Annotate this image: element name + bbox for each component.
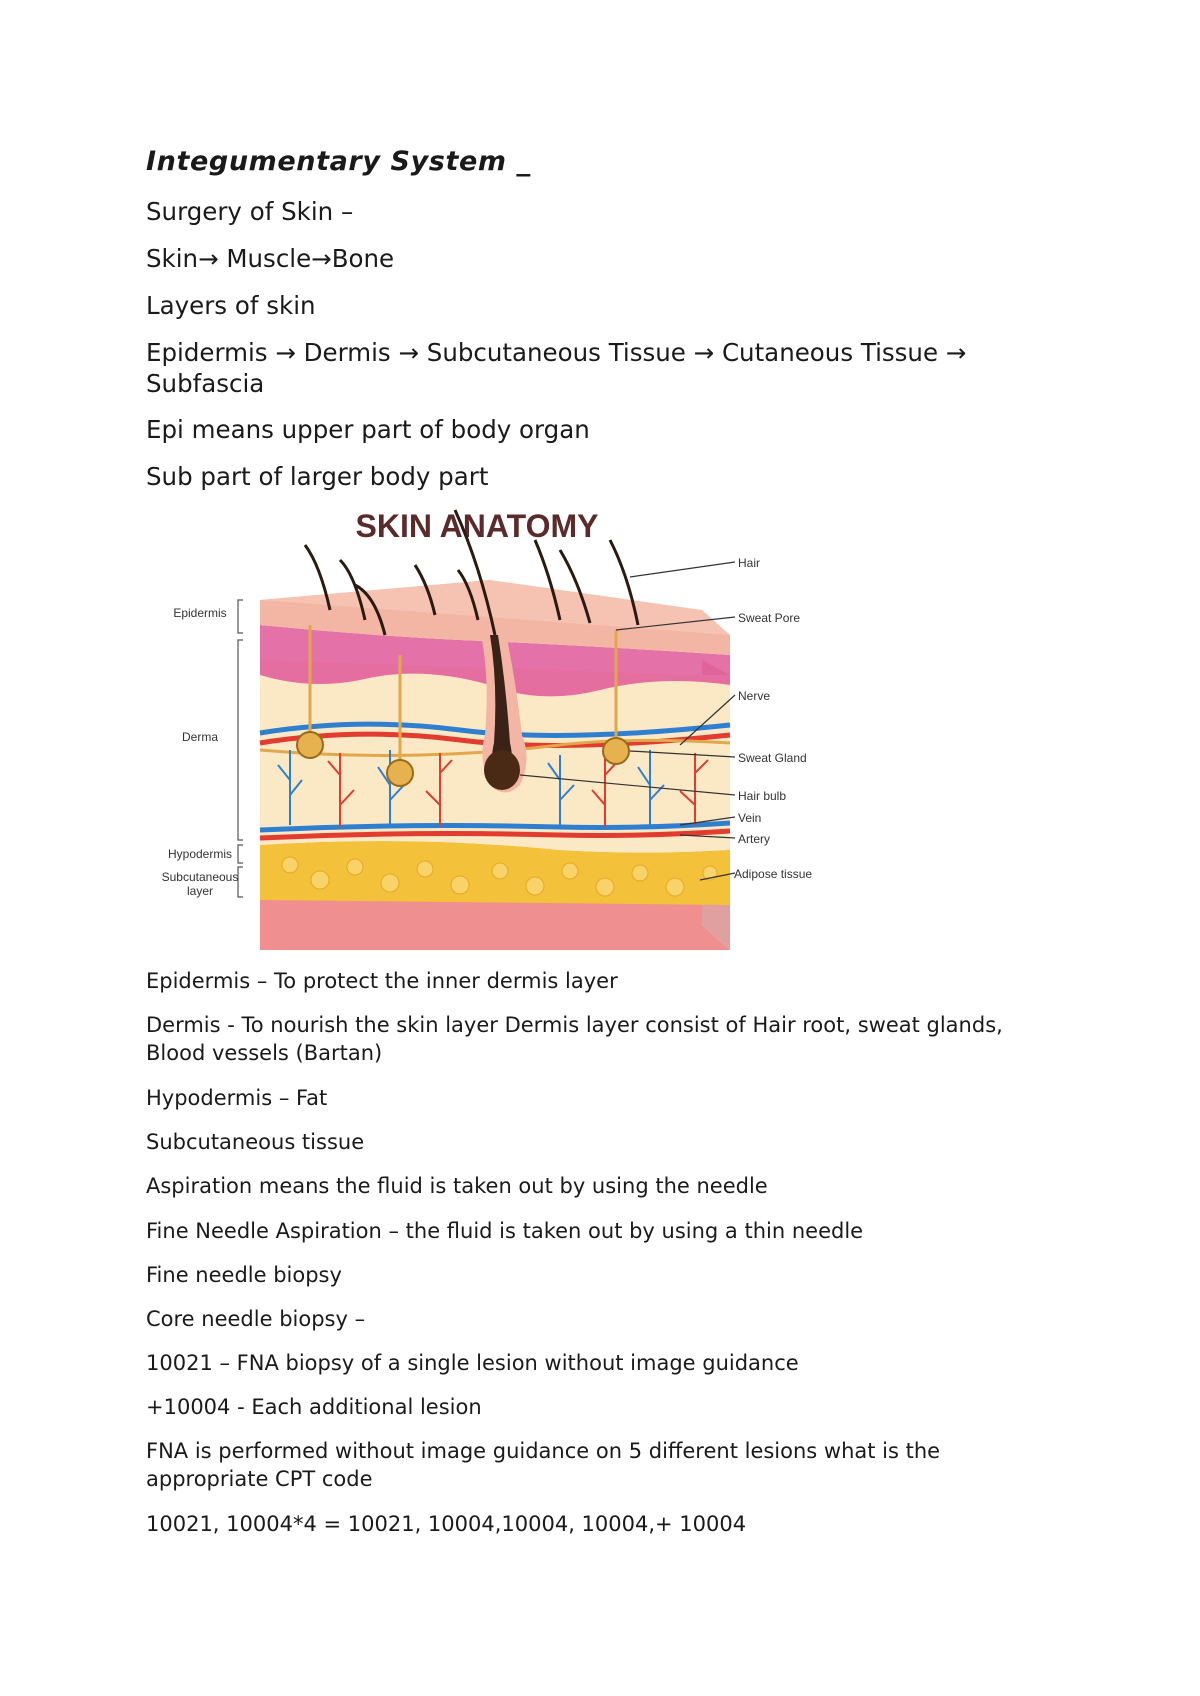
- page-title: Integumentary System _: [146, 146, 531, 177]
- label-sweat-pore: Sweat Pore: [738, 611, 801, 625]
- line-fna-def: Fine Needle Aspiration – the fluid is taken out by using a thin needle: [146, 1219, 864, 1243]
- line-aspiration-def: Aspiration means the fluid is taken out by using the needle: [146, 1174, 768, 1198]
- line-skin-muscle-bone: Skin→ Muscle→Bone: [146, 244, 395, 273]
- line-dermis-def: Dermis - To nourish the skin layer Dermis layer consist of Hair root, sweat glands, Blood vessels (Bartan): [146, 1013, 1003, 1065]
- skin-anatomy-diagram: [160, 505, 813, 960]
- label-artery: Artery: [738, 832, 771, 846]
- line-question: FNA is performed without image guidance on 5 different lesions what is the appropriate CPT code: [146, 1439, 941, 1491]
- line-surgery-of-skin: Surgery of Skin –: [146, 197, 354, 226]
- label-hypodermis: Hypodermis: [167, 847, 233, 861]
- label-hair-bulb: Hair bulb: [738, 789, 787, 803]
- label-hair: Hair: [738, 556, 761, 570]
- line-epi-meaning: Epi means upper part of body organ: [146, 415, 590, 444]
- label-vein: Vein: [738, 811, 762, 825]
- line-code-10021: 10021 – FNA biopsy of a single lesion without image guidance: [146, 1351, 799, 1375]
- figure-heading: SKIN ANATOMY: [355, 508, 599, 544]
- line-sub-meaning: Sub part of larger body part: [146, 462, 489, 491]
- line-epidermis-def: Epidermis – To protect the inner dermis layer: [146, 969, 618, 993]
- skin-anatomy-figure: [160, 505, 813, 960]
- label-sweat-gland: Sweat Gland: [738, 751, 807, 765]
- line-hypodermis-def: Hypodermis – Fat: [146, 1086, 328, 1110]
- line-code-10004: +10004 - Each additional lesion: [146, 1395, 482, 1419]
- label-subcutaneous-2: layer: [186, 884, 214, 898]
- line-core-needle-biopsy: Core needle biopsy –: [146, 1307, 366, 1331]
- label-adipose: Adipose tissue: [734, 867, 813, 881]
- line-answer: 10021, 10004*4 = 10021, 10004,10004, 10004,+ 10004: [146, 1512, 747, 1536]
- line-layers-of-skin: Layers of skin: [146, 291, 316, 320]
- label-derma: Derma: [181, 730, 219, 744]
- hair-bulb: [484, 750, 520, 790]
- line-subcutaneous: Subcutaneous tissue: [146, 1130, 365, 1154]
- label-epidermis: Epidermis: [173, 606, 227, 620]
- left-brackets: [238, 600, 243, 897]
- label-subcutaneous-1: Subcutaneous: [161, 870, 239, 884]
- line-fine-needle-biopsy: Fine needle biopsy: [146, 1263, 342, 1287]
- line-layer-sequence: Epidermis → Dermis → Subcutaneous Tissue → Cutaneous Tissue → Subfascia: [146, 338, 967, 398]
- label-nerve: Nerve: [738, 689, 771, 703]
